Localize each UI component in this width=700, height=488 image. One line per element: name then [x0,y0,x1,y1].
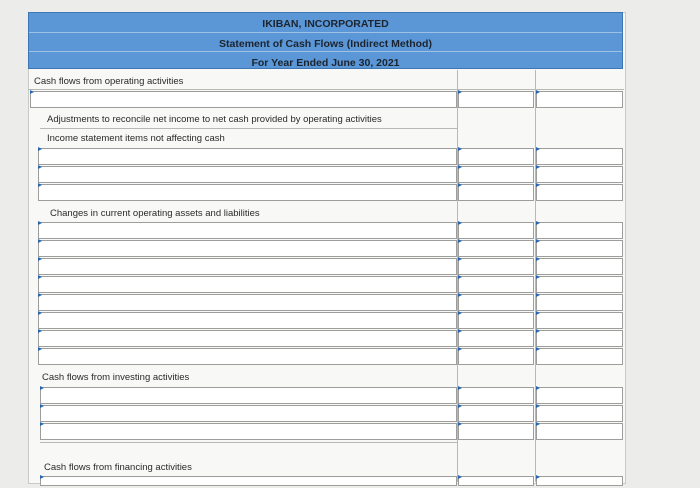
noncash-item-amount-input[interactable] [458,148,534,165]
financing-total-input[interactable] [536,476,623,486]
working-capital-account-input[interactable] [38,330,457,347]
working-capital-total-input[interactable] [536,294,623,311]
working-capital-amount-input[interactable] [458,312,534,329]
investing-total-input[interactable] [536,423,623,440]
investing-amount-input[interactable] [458,387,534,404]
operating-total-total-input[interactable] [536,348,623,365]
company-name: IKIBAN, INCORPORATED [262,18,389,30]
investing-account-input[interactable] [40,405,457,422]
working-capital-total-input[interactable] [536,276,623,293]
working-capital-amount-input[interactable] [458,330,534,347]
header-divider [29,32,622,33]
working-capital-account-input[interactable] [38,276,457,293]
working-capital-amount-input[interactable] [458,294,534,311]
income-items-label: Income statement items not affecting cash [47,133,225,144]
working-capital-total-input[interactable] [536,312,623,329]
working-capital-total-input[interactable] [536,330,623,347]
noncash-item-account-input[interactable] [38,148,457,165]
noncash-item-amount-input[interactable] [458,166,534,183]
operating-total-account-input[interactable] [38,348,457,365]
noncash-item-total-input[interactable] [536,166,623,183]
noncash-item-account-input[interactable] [38,166,457,183]
working-capital-total-input[interactable] [536,240,623,257]
noncash-item-total-input[interactable] [536,184,623,201]
changes-label: Changes in current operating assets and liabilities [50,208,260,219]
investing-total-input[interactable] [536,405,623,422]
noncash-item-account-input[interactable] [38,184,457,201]
adjustments-label: Adjustments to reconcile net income to net cash provided by operating activities [47,114,382,125]
statement-title: Statement of Cash Flows (Indirect Method) [219,38,432,50]
working-capital-amount-input[interactable] [458,258,534,275]
noncash-item-amount-input[interactable] [458,184,534,201]
investing-activities-label: Cash flows from investing activities [42,372,190,383]
investing-amount-input[interactable] [458,423,534,440]
working-capital-amount-input[interactable] [458,240,534,257]
financing-activities-label: Cash flows from financing activities [44,462,192,473]
working-capital-amount-input[interactable] [458,222,534,239]
noncash-item-total-input[interactable] [536,148,623,165]
header-divider [29,51,622,52]
statement-header [28,12,623,69]
working-capital-account-input[interactable] [38,222,457,239]
investing-account-input[interactable] [40,387,457,404]
operating-activities-label: Cash flows from operating activities [34,76,184,87]
row-divider [40,128,457,129]
net-income-account-input[interactable] [30,91,457,108]
working-capital-account-input[interactable] [38,312,457,329]
net-income-total-input[interactable] [536,91,623,108]
row-divider [28,89,624,90]
investing-amount-input[interactable] [458,405,534,422]
financing-amount-input[interactable] [458,476,534,486]
working-capital-account-input[interactable] [38,240,457,257]
working-capital-total-input[interactable] [536,222,623,239]
working-capital-account-input[interactable] [38,294,457,311]
financing-account-input[interactable] [40,476,457,486]
row-divider [40,442,457,443]
net-income-amount-input[interactable] [458,91,534,108]
working-capital-total-input[interactable] [536,258,623,275]
statement-period: For Year Ended June 30, 2021 [251,57,400,69]
operating-total-amount-input[interactable] [458,348,534,365]
investing-account-input[interactable] [40,423,457,440]
working-capital-amount-input[interactable] [458,276,534,293]
investing-total-input[interactable] [536,387,623,404]
working-capital-account-input[interactable] [38,258,457,275]
